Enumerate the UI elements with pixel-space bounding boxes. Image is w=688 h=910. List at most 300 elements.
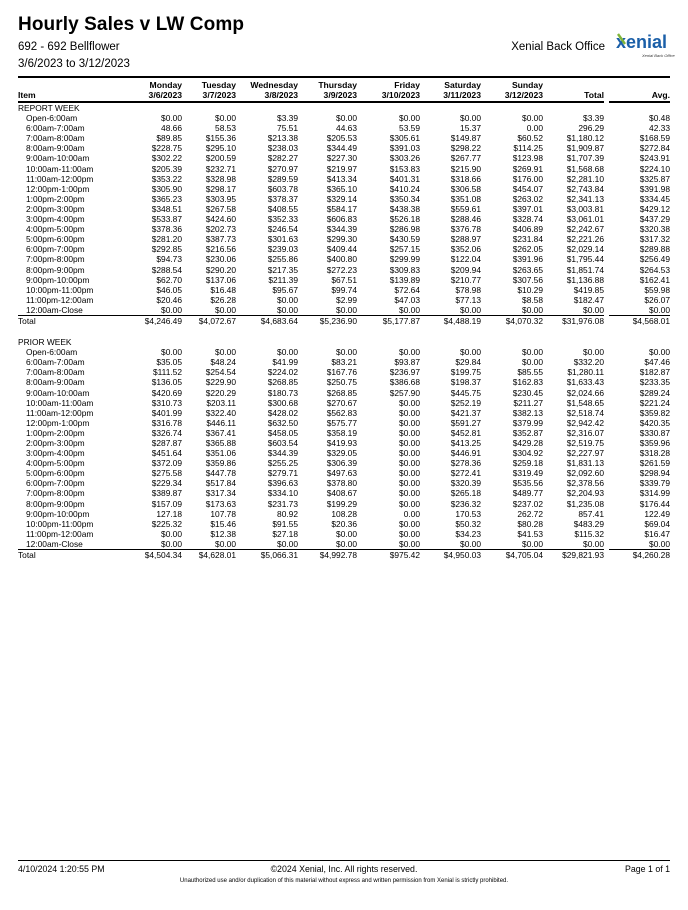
- value-cell: $4,070.32: [481, 315, 543, 326]
- value-cell: $447.78: [205, 468, 236, 479]
- table-row: [18, 113, 670, 123]
- value-cell: $203.11: [206, 397, 236, 408]
- value-cell: $48.24: [210, 357, 236, 368]
- value-cell: $322.40: [205, 407, 236, 418]
- value-cell: $67.51: [331, 274, 357, 285]
- col-date: 3/6/2023: [116, 90, 182, 102]
- value-cell: $365.88: [205, 438, 236, 448]
- value-cell: 108.28: [331, 508, 357, 519]
- avg-cell: $272.84: [639, 143, 670, 154]
- table-row: [18, 408, 670, 418]
- value-cell: $0.00: [161, 304, 182, 315]
- table-row: [18, 214, 670, 224]
- value-cell: $0.00: [522, 347, 543, 358]
- value-cell: $0.00: [399, 347, 420, 358]
- total-cell: $1,795.44: [566, 254, 604, 265]
- value-cell: $230.06: [205, 254, 236, 265]
- total-cell: $0.00: [583, 304, 604, 315]
- value-cell: $91.55: [272, 518, 298, 529]
- value-cell: $78.98: [455, 284, 481, 295]
- col-day: Tuesday: [201, 80, 236, 90]
- footer-rule: [18, 860, 670, 861]
- total-cell: $1,180.12: [566, 133, 604, 144]
- avg-cell: $314.99: [639, 488, 670, 499]
- value-cell: $0.00: [399, 304, 420, 315]
- value-cell: $352.06: [450, 244, 481, 255]
- row-label: 5:00pm-6:00pm: [26, 234, 85, 245]
- value-cell: $0.00: [399, 528, 420, 539]
- total-cell: $1,568.68: [566, 163, 604, 174]
- value-cell: $255.86: [267, 254, 298, 265]
- value-cell: $0.00: [336, 347, 357, 358]
- value-cell: $316.78: [151, 417, 182, 428]
- value-cell: $410.24: [389, 183, 420, 194]
- avg-cell: $0.00: [649, 347, 670, 358]
- total-cell: $1,851.74: [566, 264, 604, 275]
- table-row: [18, 234, 670, 244]
- col-day: Friday: [394, 80, 420, 90]
- value-cell: $80.28: [517, 518, 543, 529]
- value-cell: $359.86: [205, 458, 236, 469]
- table-row: [18, 488, 670, 498]
- value-cell: $0.00: [460, 113, 481, 124]
- total-cell: $2,942.42: [566, 417, 604, 428]
- value-cell: 0.00: [526, 123, 543, 134]
- avg-cell: $0.00: [649, 304, 670, 315]
- table-row: [18, 458, 670, 468]
- avg-cell: $298.94: [639, 468, 670, 479]
- value-cell: 44.63: [336, 123, 357, 134]
- value-cell: $526.18: [389, 214, 420, 225]
- table-row: [18, 123, 670, 133]
- value-cell: $298.17: [205, 183, 236, 194]
- value-cell: $12.38: [210, 528, 236, 539]
- value-cell: $350.34: [389, 193, 420, 204]
- value-cell: $290.20: [205, 264, 236, 275]
- value-cell: $0.00: [215, 347, 236, 358]
- table-row: [18, 377, 670, 387]
- avg-cell: $47.46: [644, 357, 670, 368]
- value-cell: $353.22: [151, 173, 182, 184]
- avg-cell: $437.29: [639, 214, 670, 225]
- value-cell: $306.39: [326, 458, 357, 469]
- value-cell: $278.36: [450, 458, 481, 469]
- value-cell: $220.29: [205, 387, 236, 398]
- col-total: Total: [543, 90, 604, 102]
- value-cell: $603.78: [267, 183, 298, 194]
- value-cell: $4,246.49: [116, 315, 182, 326]
- row-label: 10:00pm-11:00pm: [26, 518, 94, 529]
- value-cell: $228.75: [151, 143, 182, 154]
- col-avg: Avg.: [609, 90, 670, 102]
- value-cell: 53.59: [399, 123, 420, 134]
- value-cell: $517.84: [205, 478, 236, 489]
- value-cell: $0.00: [161, 528, 182, 539]
- row-label: 6:00am-7:00am: [26, 123, 85, 134]
- value-cell: $301.63: [267, 234, 298, 245]
- value-cell: $202.73: [205, 224, 236, 235]
- value-cell: $180.73: [267, 387, 298, 398]
- value-cell: $0.00: [522, 113, 543, 124]
- row-label: 6:00am-7:00am: [26, 357, 85, 368]
- value-cell: $41.99: [272, 357, 298, 368]
- value-cell: $409.44: [326, 244, 357, 255]
- table-body: [18, 102, 670, 560]
- value-cell: $367.41: [205, 427, 236, 438]
- value-cell: $0.00: [522, 357, 543, 368]
- col-item: Item: [18, 90, 116, 102]
- value-cell: $199.75: [450, 367, 481, 378]
- value-cell: $227.30: [326, 153, 357, 164]
- value-cell: $391.03: [389, 143, 420, 154]
- value-cell: $26.28: [210, 294, 236, 305]
- value-cell: $400.80: [326, 254, 357, 265]
- value-cell: $299.99: [389, 254, 420, 265]
- value-cell: $299.30: [326, 234, 357, 245]
- total-cell: $115.32: [574, 528, 604, 539]
- value-cell: $606.83: [326, 214, 357, 225]
- value-cell: $8.58: [522, 294, 543, 305]
- value-cell: $279.71: [267, 468, 298, 479]
- value-cell: $0.00: [399, 397, 420, 408]
- value-cell: $20.36: [331, 518, 357, 529]
- table-row: [18, 367, 670, 377]
- value-cell: $458.05: [267, 427, 298, 438]
- table-header: [18, 80, 670, 102]
- value-cell: $0.00: [215, 304, 236, 315]
- value-cell: $5,236.90: [298, 315, 357, 326]
- total-cell: $419.85: [573, 284, 604, 295]
- section-label: REPORT WEEK: [18, 103, 80, 113]
- value-cell: $239.03: [267, 244, 298, 255]
- value-cell: $428.02: [267, 407, 298, 418]
- row-label: 1:00pm-2:00pm: [26, 193, 85, 204]
- value-cell: $0.00: [399, 427, 420, 438]
- table-row: [18, 204, 670, 214]
- value-cell: $62.70: [156, 274, 182, 285]
- row-label: Total: [18, 550, 116, 561]
- value-cell: $200.59: [205, 153, 236, 164]
- value-cell: $35.05: [156, 357, 182, 368]
- table-row: [18, 174, 670, 184]
- avg-cell: $16.47: [644, 528, 670, 539]
- value-cell: $454.07: [512, 183, 543, 194]
- avg-cell: $168.59: [639, 133, 670, 144]
- value-cell: $0.00: [336, 538, 357, 549]
- row-label: 7:00am-8:00am: [26, 367, 85, 378]
- total-cell: $332.20: [573, 357, 604, 368]
- value-cell: $16.48: [210, 284, 236, 295]
- value-cell: $4,488.19: [420, 315, 481, 326]
- value-cell: $205.39: [151, 163, 182, 174]
- avg-cell: $420.35: [639, 417, 670, 428]
- total-cell: $3,061.01: [566, 214, 604, 225]
- value-cell: $254.54: [205, 367, 236, 378]
- value-cell: $389.87: [151, 488, 182, 499]
- row-label: 9:00pm-10:00pm: [26, 274, 90, 285]
- avg-cell: 122.49: [644, 508, 670, 519]
- avg-cell: $59.98: [644, 284, 670, 295]
- value-cell: $584.17: [326, 203, 357, 214]
- value-cell: $10.29: [517, 284, 543, 295]
- total-cell: $0.00: [583, 347, 604, 358]
- value-cell: $257.90: [389, 387, 420, 398]
- total-cell: $2,024.66: [566, 387, 604, 398]
- value-cell: $326.74: [151, 427, 182, 438]
- value-cell: $281.20: [151, 234, 182, 245]
- col-day: Thursday: [318, 80, 357, 90]
- value-cell: $419.93: [326, 438, 357, 448]
- value-cell: $217.35: [267, 264, 298, 275]
- total-cell: $2,092.60: [566, 468, 604, 479]
- value-cell: $232.71: [205, 163, 236, 174]
- table-row: [18, 418, 670, 428]
- table-row: [18, 254, 670, 264]
- value-cell: $0.00: [161, 113, 182, 124]
- value-cell: $282.27: [267, 153, 298, 164]
- value-cell: $46.05: [156, 284, 182, 295]
- total-cell: 857.41: [578, 508, 604, 519]
- value-cell: $0.00: [460, 538, 481, 549]
- row-label: 8:00pm-9:00pm: [26, 498, 85, 509]
- value-cell: $430.59: [389, 234, 420, 245]
- total-cell: $182.47: [573, 294, 604, 305]
- table-row: [18, 539, 670, 550]
- logo-wordmark: xenial: [616, 32, 668, 52]
- total-row: [18, 315, 670, 326]
- value-cell: $0.00: [399, 417, 420, 428]
- total-cell: $29,821.93: [543, 550, 604, 561]
- value-cell: $153.83: [389, 163, 420, 174]
- value-cell: $559.61: [450, 203, 481, 214]
- value-cell: $211.39: [268, 274, 298, 285]
- value-cell: $413.34: [326, 173, 357, 184]
- value-cell: $408.67: [326, 488, 357, 499]
- value-cell: $0.00: [277, 347, 298, 358]
- avg-cell: $359.82: [639, 407, 670, 418]
- value-cell: $77.13: [455, 294, 481, 305]
- total-cell: $31,976.08: [543, 315, 604, 326]
- col-date: 3/12/2023: [481, 90, 543, 102]
- value-cell: $246.54: [267, 224, 298, 235]
- row-label: 4:00pm-5:00pm: [26, 458, 85, 469]
- row-label: Total: [18, 315, 116, 326]
- value-cell: $0.00: [460, 347, 481, 358]
- value-cell: $288.54: [151, 264, 182, 275]
- value-cell: $4,628.01: [182, 550, 236, 561]
- table-row: [18, 194, 670, 204]
- value-cell: $157.09: [151, 498, 182, 509]
- value-cell: $562.83: [326, 407, 357, 418]
- row-label: 8:00pm-9:00pm: [26, 264, 85, 275]
- table-row: [18, 478, 670, 488]
- section-spacer: [18, 326, 670, 337]
- total-cell: $1,909.87: [566, 143, 604, 154]
- value-cell: $288.97: [450, 234, 481, 245]
- value-cell: $386.68: [389, 377, 420, 388]
- row-label: 11:00am-12:00pm: [26, 407, 94, 418]
- value-cell: $344.39: [326, 224, 357, 235]
- col-day: Sunday: [511, 80, 543, 90]
- value-cell: $0.00: [399, 468, 420, 479]
- value-cell: 75.51: [277, 123, 298, 134]
- section-header: [18, 337, 670, 347]
- value-cell: $41.53: [517, 528, 543, 539]
- value-cell: $287.87: [151, 438, 182, 448]
- row-label: 12:00pm-1:00pm: [26, 183, 90, 194]
- value-cell: $295.10: [205, 143, 236, 154]
- page-number: Page 1 of 1: [625, 864, 670, 874]
- value-cell: $379.99: [512, 417, 543, 428]
- value-cell: $5,177.87: [357, 315, 420, 326]
- report-title: Hourly Sales v LW Comp: [18, 14, 245, 35]
- avg-cell: $256.49: [639, 254, 670, 265]
- table-row: [18, 164, 670, 174]
- row-label: 11:00pm-12:00am: [26, 528, 94, 539]
- row-label: 1:00pm-2:00pm: [26, 427, 85, 438]
- value-cell: $269.91: [512, 163, 543, 174]
- row-label: 9:00am-10:00am: [26, 387, 90, 398]
- value-cell: $237.02: [512, 498, 543, 509]
- value-cell: $93.87: [394, 357, 420, 368]
- avg-cell: $224.10: [639, 163, 670, 174]
- value-cell: $176.00: [512, 173, 543, 184]
- value-cell: $4,705.04: [481, 550, 543, 561]
- total-cell: $483.29: [573, 518, 604, 529]
- value-cell: $34.23: [455, 528, 481, 539]
- spacer-cell: [18, 326, 670, 337]
- value-cell: $0.00: [161, 347, 182, 358]
- row-label: 4:00pm-5:00pm: [26, 224, 85, 235]
- table-row: [18, 468, 670, 478]
- avg-cell: $261.59: [639, 458, 670, 469]
- table-row: [18, 184, 670, 194]
- row-label: 10:00am-11:00am: [26, 397, 94, 408]
- value-cell: $29.84: [455, 357, 481, 368]
- value-cell: $348.51: [151, 203, 182, 214]
- value-cell: $238.03: [267, 143, 298, 154]
- total-cell: $2,221.26: [566, 234, 604, 245]
- value-cell: $376.78: [450, 224, 481, 235]
- value-cell: $4,992.78: [298, 550, 357, 561]
- value-cell: $329.05: [326, 448, 357, 459]
- header-rule: [18, 76, 670, 78]
- row-label: 7:00am-8:00am: [26, 133, 85, 144]
- value-cell: $231.84: [512, 234, 543, 245]
- value-cell: $259.18: [512, 458, 543, 469]
- value-cell: $216.56: [205, 244, 236, 255]
- row-label: 2:00pm-3:00pm: [26, 203, 85, 214]
- total-cell: $1,235.08: [566, 498, 604, 509]
- avg-cell: $318.28: [639, 448, 670, 459]
- table-row: [18, 133, 670, 143]
- total-cell: $1,707.39: [566, 153, 604, 164]
- value-cell: $270.97: [267, 163, 298, 174]
- avg-cell: $325.87: [639, 173, 670, 184]
- value-cell: $303.95: [205, 193, 236, 204]
- value-cell: 107.78: [210, 508, 236, 519]
- value-cell: $224.02: [267, 367, 298, 378]
- value-cell: $365.23: [151, 193, 182, 204]
- value-cell: $0.00: [522, 304, 543, 315]
- col-day: Monday: [149, 80, 182, 90]
- avg-cell: $162.41: [639, 274, 670, 285]
- value-cell: $603.54: [267, 438, 298, 448]
- value-cell: $328.98: [205, 173, 236, 184]
- avg-cell: $182.87: [639, 367, 670, 378]
- value-cell: $533.87: [151, 214, 182, 225]
- value-cell: $0.00: [399, 113, 420, 124]
- row-label: 10:00am-11:00am: [26, 163, 94, 174]
- row-label: 9:00pm-10:00pm: [26, 508, 90, 519]
- value-cell: $262.05: [512, 244, 543, 255]
- value-cell: $292.85: [151, 244, 182, 255]
- avg-cell: $429.12: [639, 203, 670, 214]
- avg-cell: $26.07: [644, 294, 670, 305]
- value-cell: $236.97: [389, 367, 420, 378]
- value-cell: $351.08: [450, 193, 481, 204]
- value-cell: $0.00: [215, 538, 236, 549]
- value-cell: 80.92: [277, 508, 298, 519]
- table-row: [18, 438, 670, 448]
- value-cell: $591.27: [450, 417, 481, 428]
- value-cell: $60.52: [517, 133, 543, 144]
- value-cell: $236.32: [450, 498, 481, 509]
- value-cell: $15.46: [210, 518, 236, 529]
- value-cell: $255.25: [267, 458, 298, 469]
- section-header: [18, 102, 670, 113]
- value-cell: $396.63: [267, 478, 298, 489]
- value-cell: $317.34: [205, 488, 236, 499]
- value-cell: $205.53: [326, 133, 357, 144]
- total-cell: $2,378.56: [566, 478, 604, 489]
- avg-cell: $320.38: [639, 224, 670, 235]
- table-row: [18, 388, 670, 398]
- value-cell: $136.05: [151, 377, 182, 388]
- value-cell: $231.73: [267, 498, 298, 509]
- table-row: [18, 143, 670, 153]
- avg-cell: $0.00: [649, 538, 670, 549]
- row-label: 11:00am-12:00pm: [26, 173, 94, 184]
- avg-cell: $221.24: [639, 397, 670, 408]
- table-row: [18, 285, 670, 295]
- row-label: 5:00pm-6:00pm: [26, 468, 85, 479]
- value-cell: $99.74: [331, 284, 357, 295]
- value-cell: $155.36: [205, 133, 236, 144]
- value-cell: $83.21: [331, 357, 357, 368]
- value-cell: $378.37: [267, 193, 298, 204]
- row-label: Open-6:00am: [26, 347, 78, 358]
- value-cell: $0.00: [161, 538, 182, 549]
- total-cell: $2,316.07: [566, 427, 604, 438]
- col-day: Saturday: [444, 80, 481, 90]
- avg-cell: $317.32: [639, 234, 670, 245]
- value-cell: $225.32: [151, 518, 182, 529]
- value-cell: 170.53: [455, 508, 481, 519]
- table-row: [18, 265, 670, 275]
- table-row: [18, 305, 670, 316]
- value-cell: $429.28: [512, 438, 543, 448]
- value-cell: $446.11: [206, 417, 236, 428]
- total-cell: $0.00: [583, 538, 604, 549]
- value-cell: $211.27: [513, 397, 543, 408]
- value-cell: $27.18: [272, 528, 298, 539]
- value-cell: $632.50: [267, 417, 298, 428]
- value-cell: $298.22: [450, 143, 481, 154]
- value-cell: $438.38: [389, 203, 420, 214]
- value-cell: $304.92: [512, 448, 543, 459]
- row-label: 7:00pm-8:00pm: [26, 254, 85, 265]
